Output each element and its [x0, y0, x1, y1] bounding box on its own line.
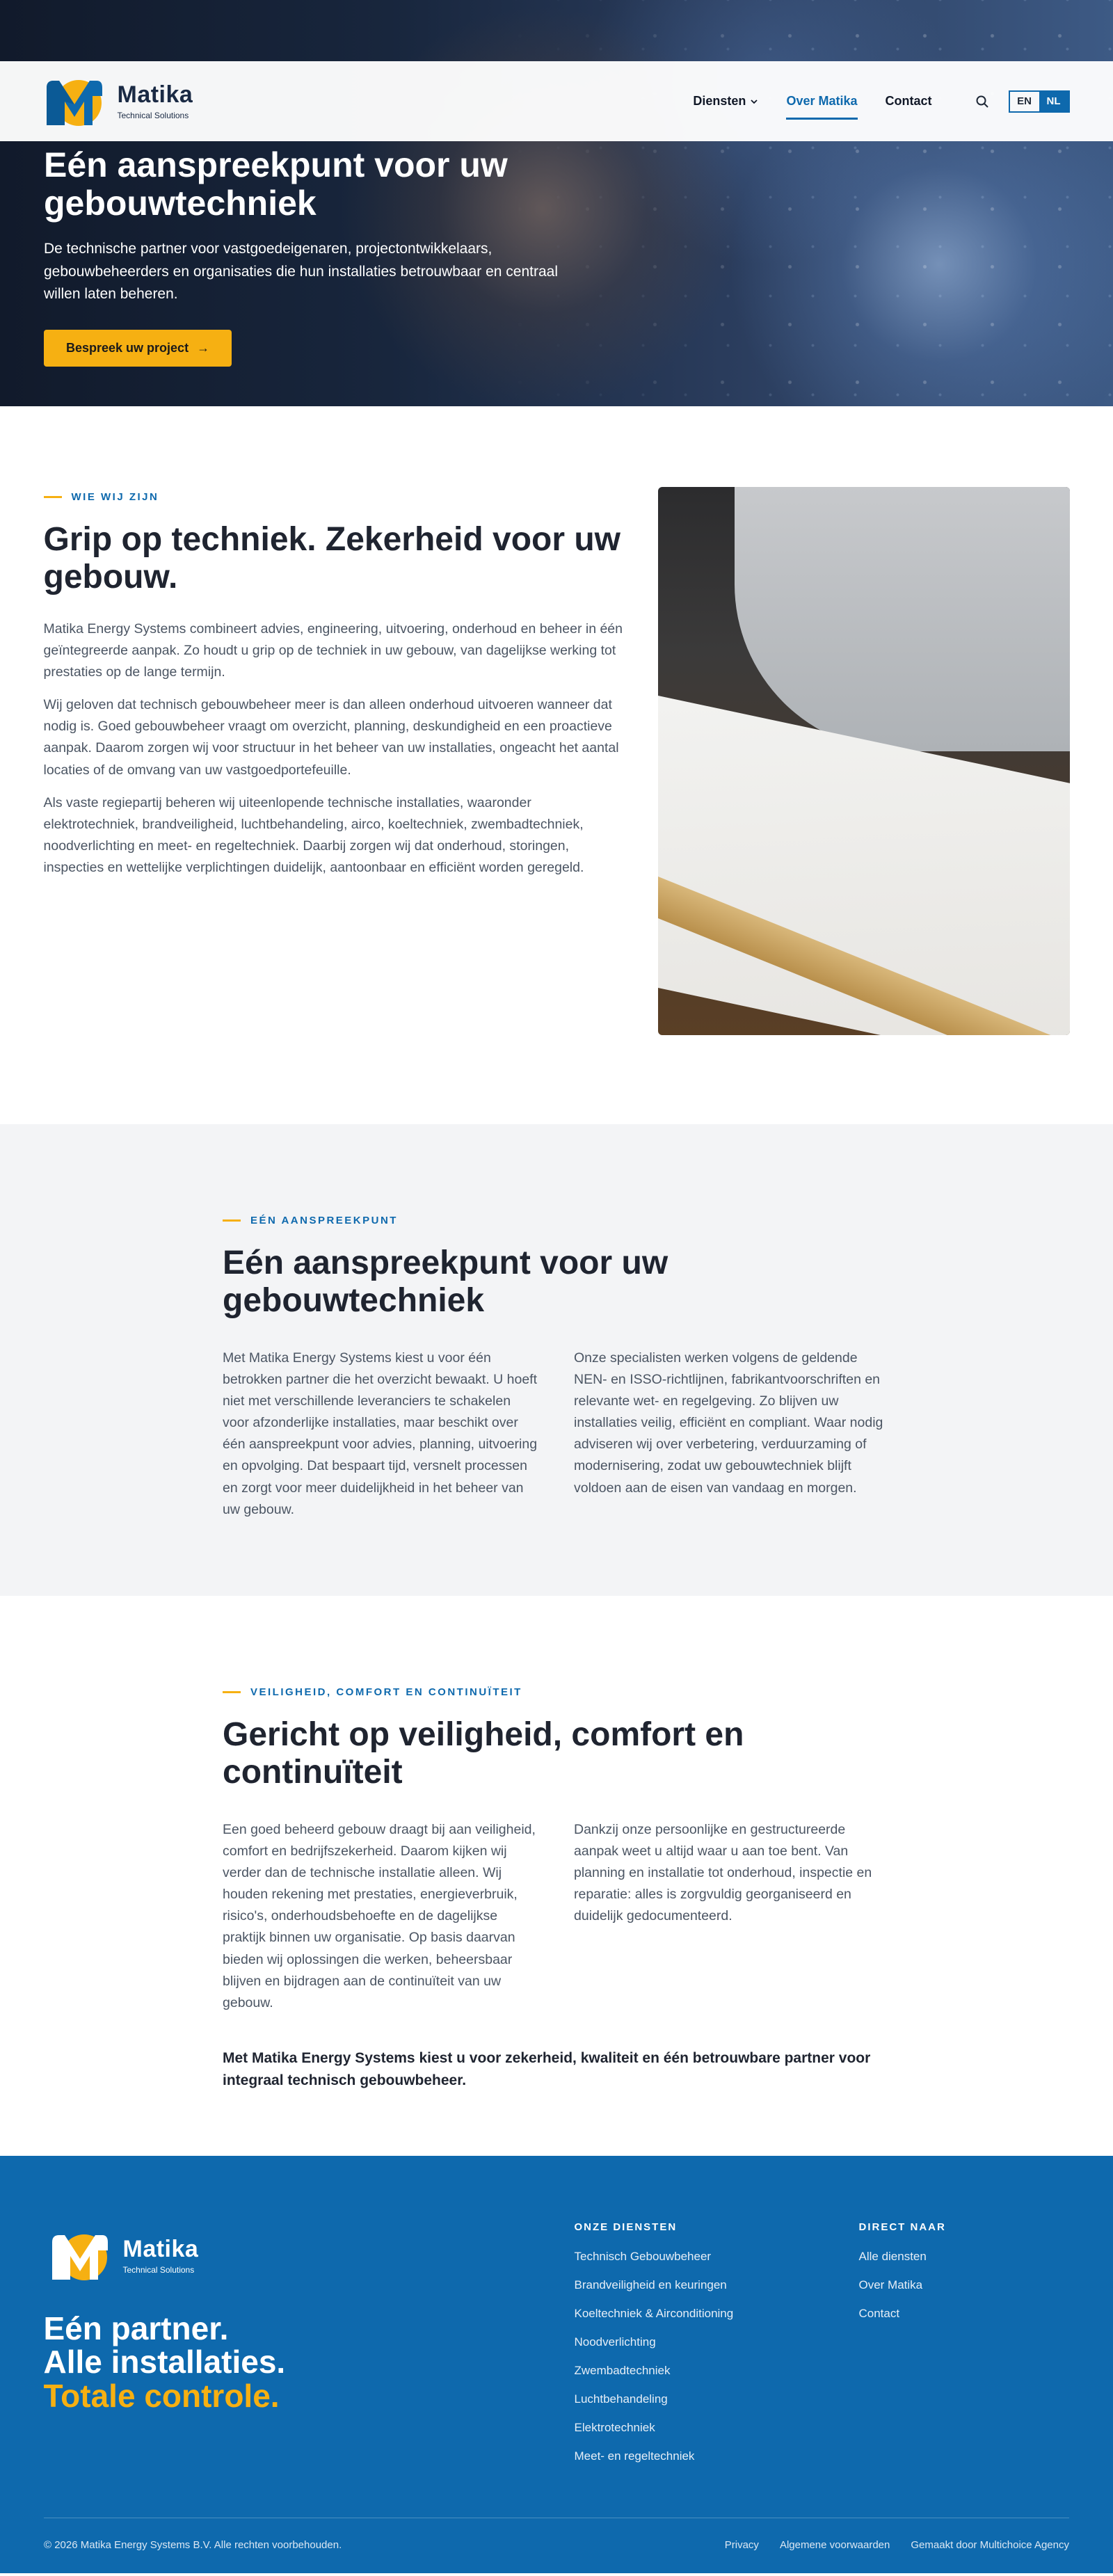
lang-en[interactable]: EN [1017, 95, 1032, 107]
engineer-drawing-image [658, 487, 1070, 1035]
arrow-right-icon: → [197, 340, 210, 355]
footer-direct-link[interactable]: Over Matika [858, 2278, 923, 2291]
who-paragraph-2: Wij geloven dat technisch gebouwbeheer meer is dan alleen onderhoud uitvoeren wanneer dat nodig is. Goed gebouwbeheer vraagt om overzicht, planning, deskundigheid en een proactieve aanpak. Daarom zorgen wij voor structuur in het beheer van uw installaties, ongeacht het aantal locaties of de omvang van uw vastgoedportefeuille. [43, 697, 619, 778]
hero-text: De technische partner voor vastgoedeigenaren, projectontwikkelaars, gebouwbeheerders en organisaties die hun installaties betrouwbaar en centraal willen laten beheren. [44, 241, 558, 303]
image-shirt [735, 487, 1070, 751]
search-button[interactable] [974, 93, 991, 110]
footer-direct-title: DIRECT NAAR [858, 2221, 946, 2233]
onepoint-columns [223, 1347, 890, 1521]
footer-direct-link[interactable]: Contact [858, 2307, 900, 2320]
hero-title: Eén aanspreekpunt voor uw gebouwtechniek [44, 145, 508, 223]
nav-contact[interactable]: Contact [885, 94, 932, 108]
hero-content [44, 146, 572, 367]
logo[interactable] [44, 77, 193, 127]
tagline-line-3: Totale controle. [43, 2377, 280, 2414]
footer-services-title: ONZE DIENSTEN [574, 2221, 678, 2233]
safety-eyebrow: VEILIGHEID, COMFORT EN CONTINUÏTEIT [223, 1686, 890, 1698]
footer-service-link[interactable]: Zwembadtechniek [574, 2364, 671, 2377]
copyright: © 2026 Matika Energy Systems B.V. Alle rechten voorbehouden. [44, 2539, 342, 2551]
safety-col-2: Dankzij onze persoonlijke en gestructureerde aanpak weet u altijd waar u aan toe bent. Van planning en installatie tot onderhoud, inspectie en reparatie: alles is zorgvuldig georganiseerd en duidelijk gedocumenteerd. [574, 1821, 872, 1924]
matika-logo-icon [44, 77, 108, 127]
privacy-link[interactable]: Privacy [724, 2539, 759, 2551]
who-section [0, 406, 1113, 1124]
who-paragraph-1: Matika Energy Systems combineert advies, engineering, uitvoering, onderhoud en beheer in één geïntegreerde aanpak. Zo houdt u grip op de techniek in uw gebouw, van dagelijkse werking tot prestaties op de lange termijn. [43, 621, 623, 680]
search-icon [975, 95, 989, 109]
terms-link[interactable]: Algemene voorwaarden [779, 2539, 890, 2551]
footer-direct-link[interactable]: Alle diensten [858, 2250, 927, 2263]
footer-logo[interactable] [49, 2231, 531, 2281]
site-footer [0, 2156, 1113, 2573]
cta-label: Bespreek uw project [66, 340, 189, 355]
cta-button[interactable] [44, 330, 232, 367]
footer-services [575, 2221, 734, 2478]
tagline-line-2: Alle installaties. [43, 2344, 286, 2381]
chevron-down-icon [750, 97, 758, 106]
footer-logo-subtitle: Technical Solutions [122, 2265, 195, 2275]
footer-service-link[interactable]: Brandveiligheid en keuringen [574, 2278, 727, 2291]
hero-section [0, 0, 1113, 406]
footer-logo-name: Matika [122, 2236, 199, 2262]
footer-service-link[interactable]: Elektrotechniek [574, 2421, 655, 2434]
agency-link[interactable]: Gemaakt door Multichoice Agency [911, 2539, 1069, 2551]
matika-logo-icon [49, 2231, 113, 2281]
logo-name: Matika [117, 81, 193, 108]
language-switcher [1009, 90, 1070, 113]
footer-service-link[interactable]: Meet- en regeltechniek [574, 2449, 695, 2463]
nav-label: Diensten [693, 94, 746, 108]
nav-over-matika[interactable]: Over Matika [786, 94, 858, 108]
site-header [0, 61, 1113, 141]
onepoint-section [0, 1124, 1113, 1596]
footer-service-link[interactable]: Koeltechniek & Airconditioning [574, 2307, 734, 2320]
safety-columns [223, 1819, 890, 2015]
who-text [44, 491, 628, 1035]
safety-statement: Met Matika Energy Systems kiest u voor zekerheid, kwaliteit en één betrouwbare partner voor integraal technisch gebouwbeheer. [223, 2050, 871, 2088]
safety-title: Gericht op veiligheid, comfort en continuïteit [223, 1716, 744, 1791]
nav-diensten[interactable] [693, 94, 758, 109]
legal-links [725, 2539, 1069, 2551]
logo-subtitle: Technical Solutions [117, 110, 189, 120]
footer-brand [44, 2221, 531, 2413]
safety-col-1: Een goed beheerd gebouw draagt bij aan veiligheid, comfort en bedrijfszekerheid. Daarom kijken wij verder dan de technische installatie alleen. Wij houden rekening met prestaties, energieverbruik, risico's, onderhoudsbehoefte en de dagelijkse praktijk binnen uw organisatie. Op basis daarvan bieden wij oplossingen die werken, beheersbaar blijven en bijdragen aan de continuïteit van uw gebouw. [223, 1821, 536, 2010]
main-nav [693, 94, 931, 109]
footer-service-link[interactable]: Noodverlichting [574, 2335, 656, 2349]
who-title: Grip op techniek. Zekerheid voor uw gebouw. [43, 521, 620, 595]
safety-section [0, 1596, 1113, 2156]
footer-bottom-bar [44, 2518, 1069, 2551]
footer-tagline [44, 2312, 531, 2413]
onepoint-eyebrow: EÉN AANSPREEKPUNT [223, 1215, 890, 1226]
footer-service-link[interactable]: Technisch Gebouwbeheer [574, 2250, 712, 2263]
footer-direct [859, 2221, 946, 2335]
footer-service-link[interactable]: Luchtbehandeling [574, 2392, 668, 2406]
lang-nl[interactable]: NL [1039, 92, 1068, 111]
who-eyebrow: WIE WIJ ZIJN [44, 491, 628, 503]
onepoint-title: Eén aanspreekpunt voor uw gebouwtechniek [223, 1245, 668, 1319]
onepoint-col-2: Onze specialisten werken volgens de geldende NEN- en ISSO-richtlijnen, fabrikantvoorschriften en relevante wet- en regelgeving. Zo blijven uw installaties veilig, efficiënt en compliant. Waar nodig adviseren wij over verbetering, verduurzaming of modernisering, zodat uw gebouwtechniek blijft voldoen aan de eisen van vandaag en morgen. [574, 1350, 883, 1496]
tagline-line-1: Eén partner. [43, 2310, 229, 2346]
onepoint-col-1: Met Matika Energy Systems kiest u voor één betrokken partner die het overzicht bewaakt. U hoeft niet met verschillende leveranciers te schakelen voor afzonderlijke installaties, maar beschikt over één aanspreekpunt voor advies, planning, uitvoering en opvolging. Dat bespaart tijd, versnelt processen en zorgt voor meer duidelijkheid in het beheer van uw gebouw. [223, 1350, 538, 1517]
who-paragraph-3: Als vaste regiepartij beheren wij uiteenlopende technische installaties, waaronder elektrotechniek, brandveiligheid, luchtbehandeling, airco, koeltechniek, zwembadtechniek, noodverlichting en meet- en regeltechniek. Daarbij zorgen wij dat onderhoud, storingen, inspecties en wettelijke verplichtingen duidelijk, aantoonbaar en efficiënt worden geregeld. [43, 794, 584, 876]
